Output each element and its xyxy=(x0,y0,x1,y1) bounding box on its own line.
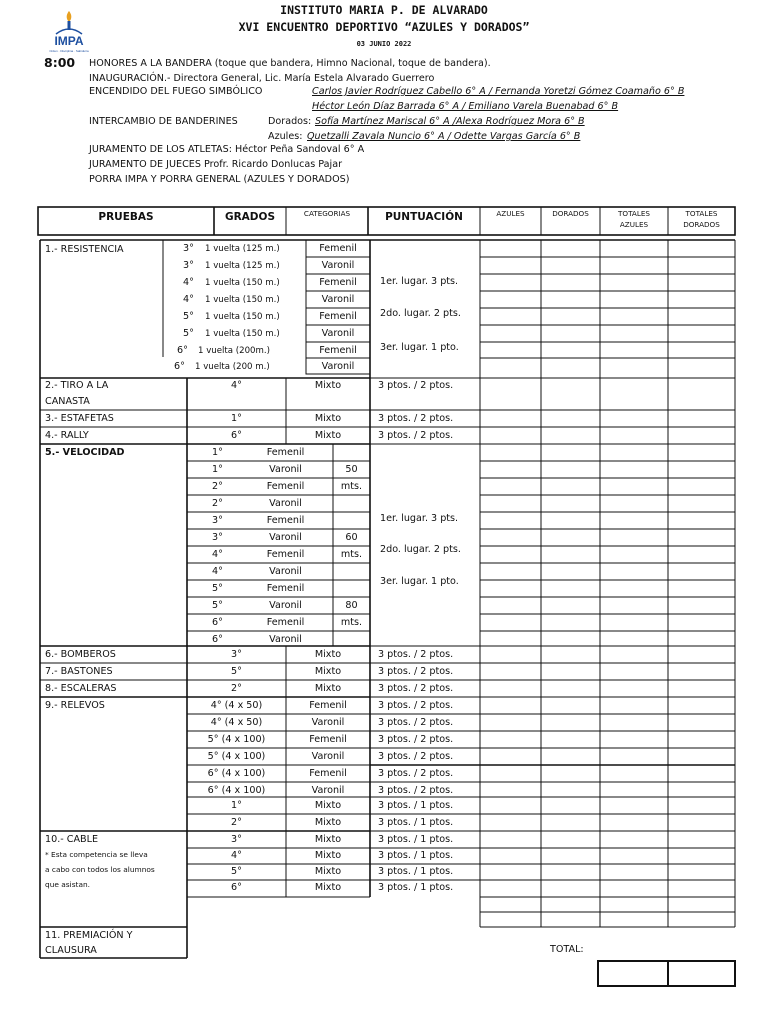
velocidad-categoria: Varonil xyxy=(269,634,302,645)
cable-puntos: 3 ptos. / 1 ptos. xyxy=(378,882,454,893)
school-name: INSTITUTO MARIA P. DE ALVARADO xyxy=(280,3,488,17)
event-date: 03 JUNIO 2022 xyxy=(356,40,412,48)
relevos-categoria: Varonil xyxy=(311,751,345,762)
prueba-cable: 10.- CABLE xyxy=(45,834,99,845)
resistencia-categoria: Varonil xyxy=(321,294,355,305)
prueba-tiro-canasta: 2.- TIRO A LA xyxy=(45,380,109,391)
resistencia-categoria: Varonil xyxy=(321,260,355,271)
vel-dist-50: 50 xyxy=(345,464,358,475)
velocidad-categoria: Varonil xyxy=(269,498,302,509)
total-dorados-field[interactable] xyxy=(670,963,733,984)
relevos-puntos: 3 ptos. / 2 ptos. xyxy=(378,717,454,728)
cable-categoria: Mixto xyxy=(314,882,342,893)
total-label: TOTAL: xyxy=(550,944,584,955)
prueba-resistencia: 1.- RESISTENCIA xyxy=(45,244,124,255)
relevos-categoria: Varonil xyxy=(311,785,345,796)
resistencia-categoria: Femenil xyxy=(319,243,357,254)
grado-escaleras: 2° xyxy=(231,683,242,694)
pts-estafetas: 3 ptos. / 2 ptos. xyxy=(378,413,454,424)
relevos-puntos: 3 ptos. / 2 ptos. xyxy=(378,700,454,711)
relevos-puntos: 3 ptos. / 2 ptos. xyxy=(378,734,454,745)
pts-bastones: 3 ptos. / 2 ptos. xyxy=(378,666,454,677)
prueba-bomberos: 6.- BOMBEROS xyxy=(45,649,116,660)
prueba-relevos: 9.- RELEVOS xyxy=(45,700,105,711)
grado-estafetas: 1° xyxy=(231,413,242,424)
program-honores: HONORES A LA BANDERA (toque que bandera, Himno Nacional, toque de bandera). xyxy=(89,58,491,69)
pts-escaleras: 3 ptos. / 2 ptos. xyxy=(378,683,454,694)
col-grados: GRADOS xyxy=(224,211,276,223)
col-totales-azules-2: AZULES xyxy=(619,220,649,229)
pts-bomberos: 3 ptos. / 2 ptos. xyxy=(378,649,454,660)
resistencia-grado: 3° xyxy=(183,243,194,254)
program-dorados-names: Sofía Martínez Mariscal 6° A /Alexa Rodríguez Mora 6° B xyxy=(315,116,585,127)
grado-bomberos: 3° xyxy=(231,649,242,660)
velocidad-grado: 1° xyxy=(212,447,223,458)
relevos-puntos: 3 ptos. / 2 ptos. xyxy=(378,768,454,779)
program-porra: PORRA IMPA Y PORRA GENERAL (AZULES Y DORADOS) xyxy=(89,174,350,185)
relevos-grado: 6° (4 x 100) xyxy=(207,768,266,779)
resistencia-distancia: 1 vuelta (150 m.) xyxy=(205,312,280,322)
prueba-clausura-2: CLAUSURA xyxy=(45,945,97,956)
resistencia-grado: 3° xyxy=(183,260,194,271)
program-juramento-atletas: JURAMENTO DE LOS ATLETAS: Héctor Peña Sandoval 6° A xyxy=(89,144,365,155)
cat-bastones: Mixto xyxy=(314,666,342,677)
relevos-grado: 4° (4 x 50) xyxy=(210,717,263,728)
cable-note-2: a cabo con todos los alumnos xyxy=(45,865,155,874)
resistencia-pts-1: 1er. lugar. 3 pts. xyxy=(380,276,459,287)
relevos-categoria: Mixto xyxy=(314,817,342,828)
relevos-grado: 2° xyxy=(231,817,242,828)
program-azules-names: Quetzalli Zavala Nuncio 6° A / Odette Vargas García 6° B xyxy=(307,131,581,142)
velocidad-categoria: Varonil xyxy=(269,464,302,475)
velocidad-pts-3: 3er. lugar. 1 pto. xyxy=(380,576,459,587)
cable-note-3: que asistan. xyxy=(45,880,91,889)
grado-bastones: 5° xyxy=(231,666,242,677)
relevos-categoria: Varonil xyxy=(311,717,345,728)
resistencia-distancia: 1 vuelta (200m.) xyxy=(198,346,270,356)
resistencia-distancia: 1 vuelta (150 m.) xyxy=(205,329,280,339)
program-inauguracion: INAUGURACIÓN.- Directora General, Lic. María Estela Alvarado Guerrero xyxy=(89,73,435,84)
resistencia-grado: 6° xyxy=(174,361,185,372)
cat-tiro: Mixto xyxy=(314,380,342,391)
resistencia-pts-2: 2do. lugar. 2 pts. xyxy=(380,308,461,319)
prueba-escaleras: 8.- ESCALERAS xyxy=(45,683,117,694)
relevos-categoria: Mixto xyxy=(314,800,342,811)
velocidad-grado: 3° xyxy=(212,532,223,543)
cable-grado: 6° xyxy=(231,882,242,893)
velocidad-pts-1: 1er. lugar. 3 pts. xyxy=(380,513,459,524)
cable-categoria: Mixto xyxy=(314,834,342,845)
resistencia-categoria: Varonil xyxy=(321,328,355,339)
resistencia-categoria: Femenil xyxy=(319,311,357,322)
grado-tiro: 4° xyxy=(231,380,242,391)
program-juramento-jueces: JURAMENTO DE JUECES Profr. Ricardo Donlucas Pajar xyxy=(89,159,343,170)
resistencia-categoria: Femenil xyxy=(319,345,357,356)
relevos-categoria: Femenil xyxy=(309,768,347,779)
velocidad-categoria: Varonil xyxy=(269,566,302,577)
velocidad-grado: 4° xyxy=(212,549,223,560)
col-dorados: DORADOS xyxy=(552,209,589,218)
velocidad-grado: 3° xyxy=(212,515,223,526)
relevos-puntos: 3 ptos. / 1 ptos. xyxy=(378,817,454,828)
resistencia-distancia: 1 vuelta (150 m.) xyxy=(205,278,280,288)
resistencia-categoria: Varonil xyxy=(321,361,355,372)
cable-puntos: 3 ptos. / 1 ptos. xyxy=(378,834,454,845)
logo-text: IMPA xyxy=(54,34,84,48)
cable-note-1: * Esta competencia se lleva xyxy=(45,850,148,859)
prueba-bastones: 7.- BASTONES xyxy=(45,666,113,677)
col-totales-dorados-2: DORADOS xyxy=(683,220,720,229)
cable-categoria: Mixto xyxy=(314,850,342,861)
program-encendido-1: Carlos Javier Rodríguez Cabello 6° A / Fernanda Yoretzi Gómez Coamaño 6° B xyxy=(312,86,685,97)
resistencia-distancia: 1 vuelta (150 m.) xyxy=(205,295,280,305)
col-totales-dorados-1: TOTALES xyxy=(685,209,718,218)
vel-dist-60: 60 xyxy=(345,532,358,543)
velocidad-pts-2: 2do. lugar. 2 pts. xyxy=(380,544,461,555)
cat-bomberos: Mixto xyxy=(314,649,342,660)
resistencia-pts-3: 3er. lugar. 1 pto. xyxy=(380,342,459,353)
relevos-puntos: 3 ptos. / 1 ptos. xyxy=(378,800,454,811)
resistencia-grado: 4° xyxy=(183,277,194,288)
col-totales-azules-1: TOTALES xyxy=(618,209,650,218)
vel-dist-50-unit: mts. xyxy=(340,481,363,492)
velocidad-grado: 2° xyxy=(212,481,223,492)
cat-escaleras: Mixto xyxy=(314,683,342,694)
vel-dist-60-unit: mts. xyxy=(340,549,363,560)
velocidad-categoria: Varonil xyxy=(269,532,302,543)
col-azules: AZULES xyxy=(496,209,525,218)
program-time: 8:00 xyxy=(44,55,76,70)
resistencia-grado: 4° xyxy=(183,294,194,305)
resistencia-distancia: 1 vuelta (125 m.) xyxy=(205,244,280,254)
relevos-grado: 4° (4 x 50) xyxy=(210,700,263,711)
prueba-clausura-1: 11. PREMIACIÓN Y xyxy=(45,930,133,941)
velocidad-grado: 4° xyxy=(212,566,223,577)
velocidad-categoria: Femenil xyxy=(266,583,305,594)
resistencia-distancia: 1 vuelta (200 m.) xyxy=(195,362,270,372)
prueba-estafetas: 3.- ESTAFETAS xyxy=(45,413,114,424)
velocidad-grado: 6° xyxy=(212,617,223,628)
cable-grado: 3° xyxy=(231,834,242,845)
prueba-velocidad: 5.- VELOCIDAD xyxy=(45,447,125,458)
program-dorados-label: Dorados: xyxy=(268,116,312,127)
prueba-tiro-canasta-2: CANASTA xyxy=(45,396,90,407)
resistencia-distancia: 1 vuelta (125 m.) xyxy=(205,261,280,271)
relevos-grado: 5° (4 x 100) xyxy=(207,751,266,762)
event-title: XVI ENCUENTRO DEPORTIVO “AZULES Y DORADOS” xyxy=(238,20,530,34)
velocidad-categoria: Femenil xyxy=(266,481,305,492)
program-intercambio-label: INTERCAMBIO DE BANDERINES xyxy=(89,116,238,127)
resistencia-grado: 5° xyxy=(183,328,194,339)
pts-rally: 3 ptos. / 2 ptos. xyxy=(378,430,454,441)
program-azules-label: Azules: xyxy=(268,131,303,142)
col-pruebas: PRUEBAS xyxy=(98,211,154,223)
velocidad-grado: 1° xyxy=(212,464,223,475)
total-azules-field[interactable] xyxy=(600,963,666,984)
resistencia-grado: 6° xyxy=(177,345,188,356)
vel-dist-80: 80 xyxy=(345,600,358,611)
relevos-categoria: Femenil xyxy=(309,734,347,745)
relevos-grado: 1° xyxy=(231,800,242,811)
velocidad-grado: 6° xyxy=(212,634,223,645)
relevos-categoria: Femenil xyxy=(309,700,347,711)
col-puntuacion: PUNTUACIÓN xyxy=(385,211,463,223)
cat-estafetas: Mixto xyxy=(314,413,342,424)
relevos-grado: 6° (4 x 100) xyxy=(207,785,266,796)
relevos-puntos: 3 ptos. / 2 ptos. xyxy=(378,751,454,762)
program-encendido-2: Héctor León Díaz Barrada 6° A / Emiliano Varela Buenabad 6° B xyxy=(312,101,619,112)
cat-rally: Mixto xyxy=(314,430,342,441)
velocidad-grado: 5° xyxy=(212,600,223,611)
resistencia-categoria: Femenil xyxy=(319,277,357,288)
cable-grado: 5° xyxy=(231,866,242,877)
col-categorias: CATEGORIAS xyxy=(303,209,351,218)
prueba-rally: 4.- RALLY xyxy=(45,430,89,441)
pts-tiro: 3 ptos. / 2 ptos. xyxy=(378,380,454,391)
velocidad-categoria: Femenil xyxy=(266,447,305,458)
velocidad-categoria: Femenil xyxy=(266,515,305,526)
grado-rally: 6° xyxy=(231,430,242,441)
velocidad-categoria: Varonil xyxy=(269,600,302,611)
cable-puntos: 3 ptos. / 1 ptos. xyxy=(378,850,454,861)
cable-grado: 4° xyxy=(231,850,242,861)
velocidad-grado: 5° xyxy=(212,583,223,594)
resistencia-grado: 5° xyxy=(183,311,194,322)
vel-dist-80-unit: mts. xyxy=(340,617,363,628)
velocidad-categoria: Femenil xyxy=(266,549,305,560)
logo-motto: Orden · Disciplina · Sabiduría xyxy=(49,49,89,53)
relevos-grado: 5° (4 x 100) xyxy=(207,734,266,745)
cable-categoria: Mixto xyxy=(314,866,342,877)
velocidad-categoria: Femenil xyxy=(266,617,305,628)
program-encendido-label: ENCENDIDO DEL FUEGO SIMBÓLICO xyxy=(89,86,263,97)
relevos-puntos: 3 ptos. / 2 ptos. xyxy=(378,785,454,796)
cable-puntos: 3 ptos. / 1 ptos. xyxy=(378,866,454,877)
velocidad-grado: 2° xyxy=(212,498,223,509)
